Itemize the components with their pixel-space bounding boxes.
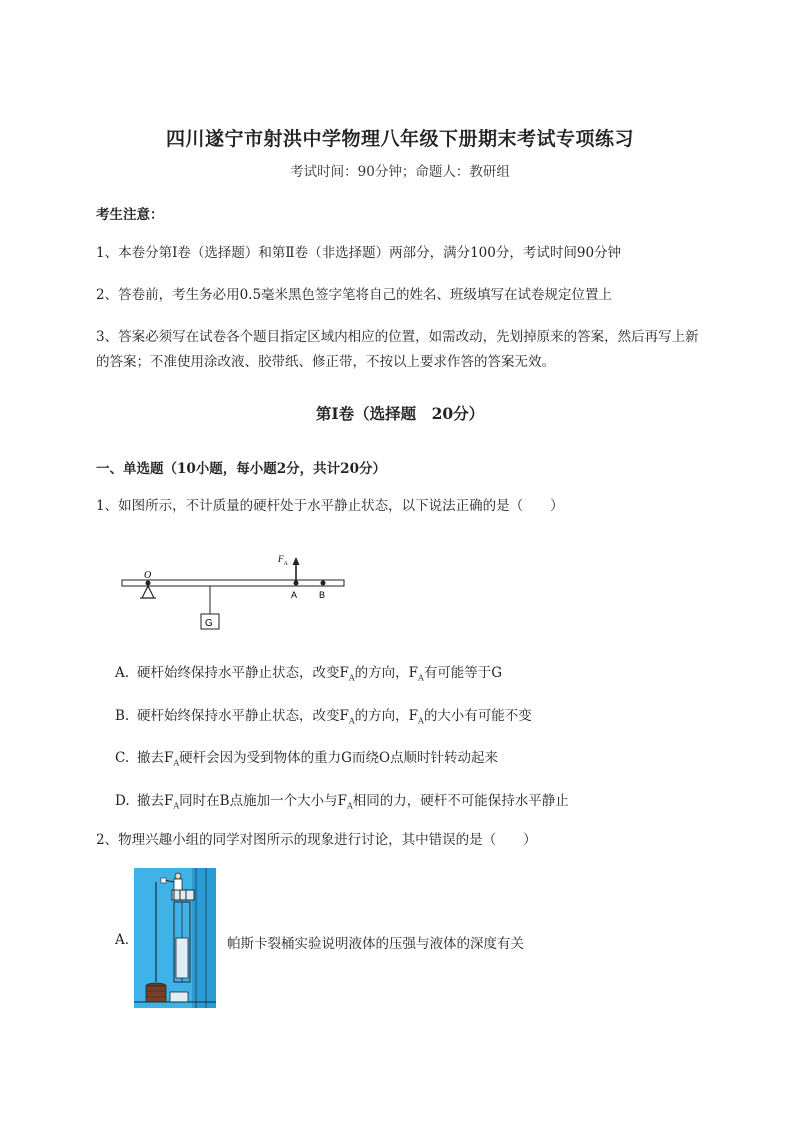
part-title: 一、单选题（10小题，每小题2分，共计20分） — [96, 461, 386, 477]
person-body — [174, 879, 182, 890]
question-1-stem: 1、如图所示，不计质量的硬杆处于水平静止状态，以下说法正确的是（ ） — [96, 498, 564, 514]
pascal-barrel-illustration — [134, 868, 216, 1008]
person-head — [175, 873, 181, 879]
lever-figure — [118, 545, 358, 635]
q1-option-b[interactable]: B. 硬杆始终保持水平静止状态，改变$F_A$的方向，$F_A$的大小有可能不变 — [115, 708, 532, 726]
notice-item-2: 2、答卷前，考生务必用0.5毫米黑色签字笔将自己的姓名、班级填写在试卷规定位置上 — [96, 287, 613, 303]
weight-label: G — [205, 618, 213, 629]
force-arrow-head — [293, 557, 300, 565]
option-label: D. — [115, 793, 130, 809]
page-title: 四川遂宁市射洪中学物理八年级下册期末考试专项练习 — [165, 128, 634, 150]
q2-option-a[interactable] — [115, 932, 524, 952]
page-subtitle: 考试时间：90分钟；命题人：教研组 — [290, 164, 510, 180]
lever-bar — [122, 580, 344, 586]
pitcher — [161, 878, 166, 883]
point-a-label: A — [291, 590, 298, 600]
q1-option-d[interactable]: D. 撤去$F_A$同时在B点施加一个大小与$F_A$相同的力，硬杆不可能保持水平静止 — [115, 793, 569, 811]
force-label: $F_A$ — [278, 554, 288, 567]
option-label: C. — [115, 750, 130, 766]
point-b-label: B — [319, 590, 326, 600]
notice-item-1: 1、本卷分第Ⅰ卷（选择题）和第Ⅱ卷（非选择题）两部分，满分100分，考试时间90分钟 — [96, 245, 622, 261]
pivot-label: O — [144, 570, 152, 581]
notice-item-3: 3、答案必须写在试卷各个题目指定区域内相应的位置，如需改动，先划掉原来的答案，然后再写上新 — [96, 329, 699, 345]
fulcrum-triangle — [142, 586, 154, 598]
point-a-dot — [294, 581, 299, 586]
section-title: 第Ⅰ卷（选择题 20分） — [315, 404, 485, 423]
option-label: A. — [115, 665, 130, 681]
option-label: B. — [115, 708, 130, 724]
question-2-stem: 2、物理兴趣小组的同学对图所示的现象进行讨论，其中错误的是（ ） — [96, 832, 537, 848]
q1-option-a[interactable]: A. 硬杆始终保持水平静止状态，改变$F_A$的方向，$F_A$有可能等于G — [115, 665, 503, 683]
option-label: A. — [115, 932, 130, 948]
barrel — [146, 986, 166, 1002]
balcony — [172, 890, 194, 900]
notice-title: 考生注意： — [96, 207, 164, 223]
point-b-dot — [321, 581, 326, 586]
steps — [170, 992, 188, 1002]
notice-item-3-cont: 的答案；不准使用涂改液、胶带纸、修正带，不按以上要求作答的答案无效。 — [96, 354, 555, 370]
q1-option-c[interactable]: C. 撤去$F_A$硬杆会因为受到物体的重力G而绕O点顺时针转动起来 — [115, 750, 499, 768]
option-text: 帕斯卡裂桶实验说明液体的压强与液体的深度有关 — [227, 936, 524, 952]
